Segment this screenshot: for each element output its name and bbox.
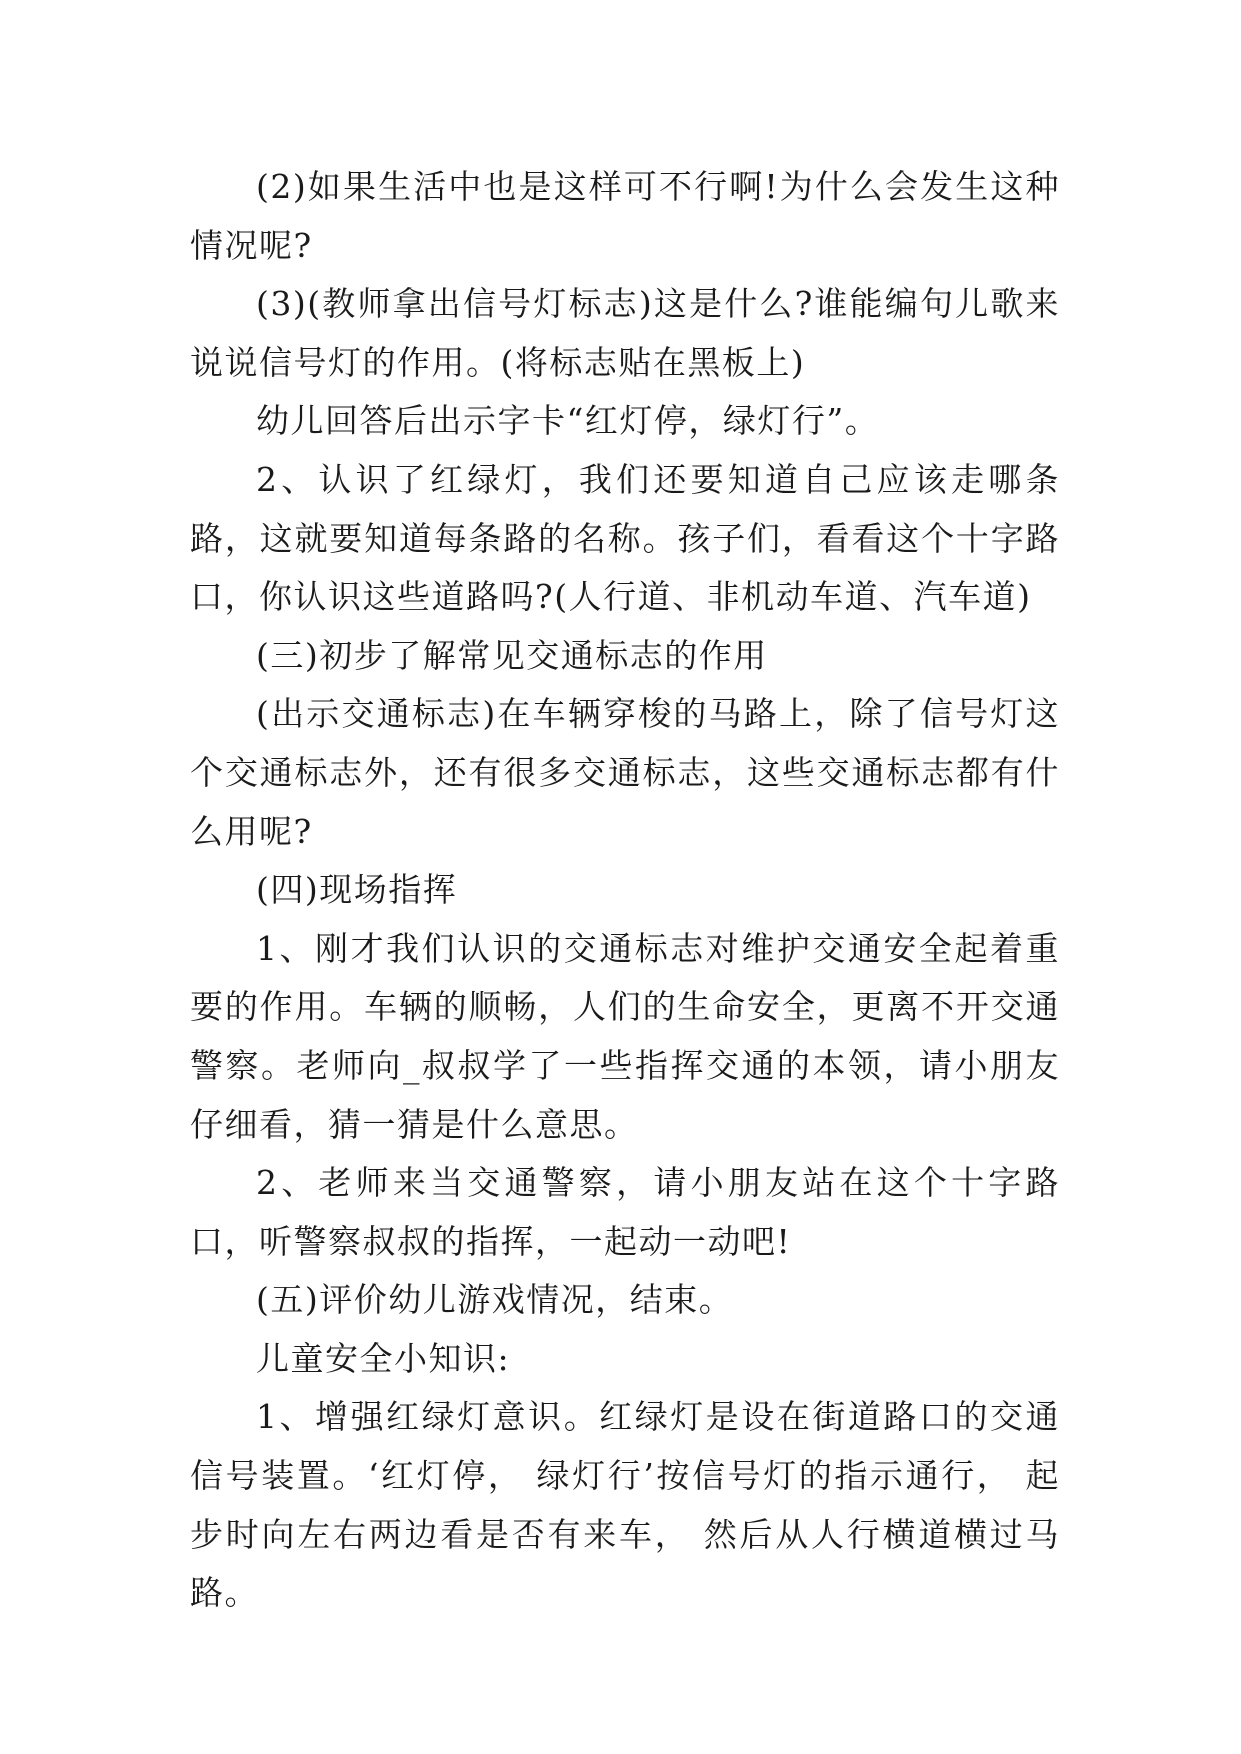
section-heading: (四)现场指挥 [256,870,458,910]
section-heading: (五)评价幼儿游戏情况，结束。 [256,1280,734,1320]
paragraph: 2、老师来当交通警察，请小朋友站在这个十字路口，听警察叔叔的指挥，一起动一动吧! [190,1163,1060,1261]
paragraph: 幼儿回答后出示字卡“红灯停，绿灯行”。 [256,401,880,441]
subheading: 儿童安全小知识: [256,1338,511,1378]
paragraph: 1、增强红绿灯意识。红绿灯是设在街道路口的交通信号装置。‘红灯停， 绿灯行’按信号灯的指示通行， 起步时向左右两边看是否有来车， 然后从人行横道横过马路。 [190,1397,1060,1613]
document-body [190,158,1060,1623]
paragraph: (2)如果生活中也是这样可不行啊!为什么会发生这种情况呢? [190,167,1060,265]
paragraph: 1、刚才我们认识的交通标志对维护交通安全起着重要的作用。车辆的顺畅，人们的生命安全，更离不开交通警察。老师向_叔叔学了一些指挥交通的本领，请小朋友仔细看，猜一猜是什么意思。 [190,928,1060,1144]
paragraph: 2、认识了红绿灯，我们还要知道自己应该走哪条路，这就要知道每条路的名称。孩子们，看看这个十字路口，你认识这些道路吗?(人行道、非机动车道、汽车道) [190,459,1060,617]
paragraph: (出示交通标志)在车辆穿梭的马路上，除了信号灯这个交通标志外，还有很多交通标志，这些交通标志都有什么用呢? [190,694,1060,851]
section-heading: (三)初步了解常见交通标志的作用 [256,635,768,675]
paragraph: (3)(教师拿出信号灯标志)这是什么?谁能编句儿歌来说说信号灯的作用。(将标志贴在黑板上) [190,284,1060,382]
